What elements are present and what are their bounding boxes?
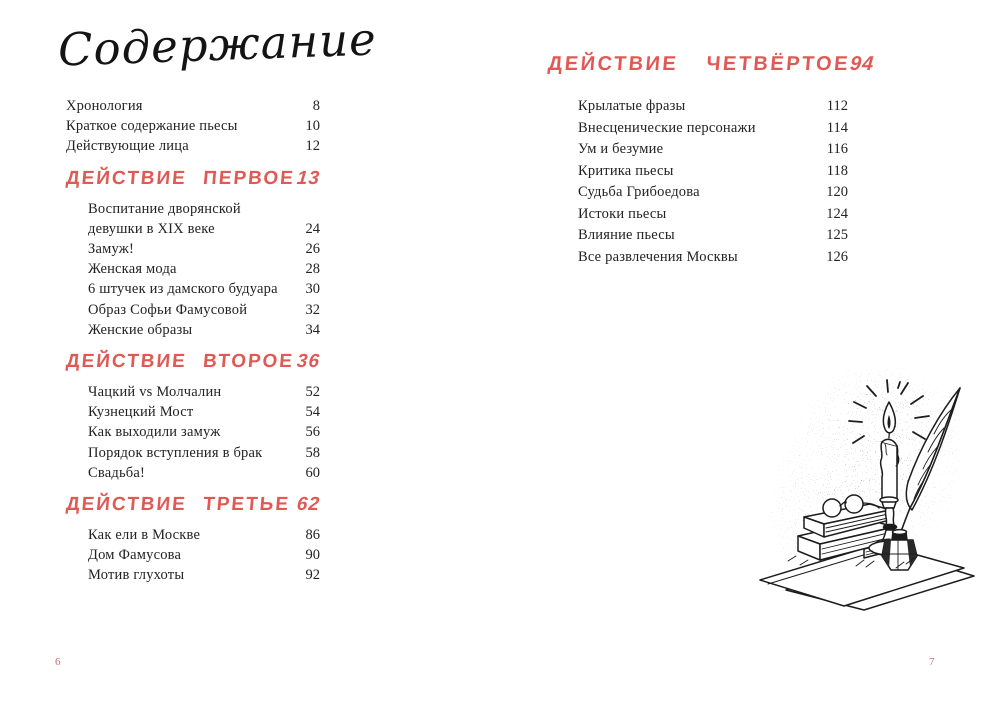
toc-entry-label: Женские образы [88, 321, 193, 338]
toc-entry-page: 118 [826, 162, 848, 179]
toc-entry-page: 28 [305, 261, 320, 278]
toc-entry [66, 382, 320, 402]
toc-entry-label: 6 штучек из дамского будуара [88, 281, 278, 298]
section-page: 62 [295, 494, 321, 516]
contents-title: Содержание [57, 12, 378, 77]
toc-entry [66, 300, 320, 320]
toc-entry-label: Чацкий vs Молчалин [88, 384, 222, 401]
toc-entry-label: Судьба Грибоедова [578, 184, 700, 200]
toc-entry-page: 12 [305, 138, 320, 155]
section-title: ДЕЙСТВИЕ ПЕРВОЕ [65, 167, 296, 189]
toc-entry-label: Хронология [66, 98, 143, 114]
toc-entry [548, 118, 848, 140]
toc-entry-label: Порядок вступления в брак [88, 444, 263, 461]
toc-entry-page: 92 [305, 567, 320, 584]
section-heading-act-3 [65, 493, 321, 517]
toc-entry [66, 402, 320, 422]
toc-entry-page: 90 [305, 547, 320, 564]
toc-entry-page: 114 [826, 119, 848, 136]
toc-entry-label: Критика пьесы [578, 162, 674, 179]
toc-entry-page: 54 [305, 404, 320, 421]
toc-entry [66, 422, 320, 442]
toc-entry [548, 204, 848, 226]
section-heading-act-1 [65, 167, 321, 191]
toc-entry-page: 116 [826, 141, 848, 157]
toc-entry-label: Мотив глухоты [88, 567, 185, 584]
toc-entry-page: 126 [826, 248, 848, 265]
toc-entry [548, 139, 848, 161]
toc-entry-label: девушки в XIX веке [88, 220, 215, 237]
section-title: ДЕЙСТВИЕ ЧЕТВЁРТОЕ [547, 53, 851, 75]
toc-entry-label: Свадьба! [88, 464, 145, 481]
candle-quill-inkwell-books-illustration [752, 358, 980, 612]
section-page: 36 [295, 351, 321, 373]
toc-entry-page: 58 [305, 444, 320, 461]
toc-entry [66, 320, 320, 340]
toc-entry-page: 124 [826, 205, 848, 222]
toc-entry-label: Крылатые фразы [578, 98, 686, 114]
toc-entry-label: Как выходили замуж [88, 424, 221, 441]
toc-entry-page: 56 [305, 424, 320, 441]
toc-entry [66, 259, 320, 279]
toc-entry-label: Воспитание дворянской [88, 200, 241, 217]
section-page: 13 [295, 167, 321, 189]
toc-entry [548, 96, 848, 118]
toc-entry-label: Действующие лица [66, 138, 189, 155]
section-page: 94 [849, 53, 876, 75]
toc-entry [66, 463, 320, 483]
toc-entry [66, 565, 320, 585]
toc-entry-page: 125 [826, 227, 848, 243]
section-heading-act-2 [65, 350, 321, 374]
toc-entry [66, 279, 320, 299]
toc-entry-label: Образ Софьи Фамусовой [88, 301, 248, 318]
toc-entry-label: Влияние пьесы [578, 227, 675, 243]
page-number-right: 7 [929, 656, 935, 668]
toc-entry [66, 199, 320, 239]
toc-entry [66, 96, 320, 116]
toc-entry-label: Кузнецкий Мост [88, 404, 194, 421]
toc-entry [66, 443, 320, 463]
toc-entry-page: 86 [305, 527, 320, 544]
toc-entry [66, 239, 320, 259]
toc-entry-label: Как ели в Москве [88, 527, 201, 544]
toc-entry-page: 32 [305, 301, 320, 318]
toc-entry [548, 247, 848, 269]
toc-entry-label: Женская мода [88, 261, 177, 278]
toc-entry-page: 60 [305, 464, 320, 481]
toc-entry-label: Внесценические персонажи [578, 119, 756, 136]
toc-entry [548, 225, 848, 247]
toc-left-column [66, 96, 320, 586]
toc-entry-label: Истоки пьесы [578, 205, 667, 222]
toc-entry-page: 120 [826, 184, 848, 200]
toc-entry-page: 34 [305, 321, 320, 338]
toc-right-column [547, 52, 876, 268]
page-number-left: 6 [55, 656, 61, 668]
toc-entry [548, 182, 848, 204]
toc-entry [66, 525, 320, 545]
toc-entry-page: 10 [305, 118, 320, 135]
toc-entry [66, 116, 320, 136]
toc-entry-label: Замуж! [88, 241, 134, 258]
toc-entry-label: Дом Фамусова [88, 547, 182, 564]
section-title: ДЕЙСТВИЕ ТРЕТЬЕ [65, 494, 291, 516]
toc-entry-page: 30 [305, 281, 320, 298]
toc-entry [66, 545, 320, 565]
toc-entry-label: Все развлечения Москвы [578, 248, 738, 265]
toc-entry [548, 161, 848, 183]
toc-entry-label: Ум и безумие [578, 141, 664, 157]
section-title: ДЕЙСТВИЕ ВТОРОЕ [65, 351, 295, 373]
section-heading-act-4 [547, 52, 876, 76]
toc-entry-page: 112 [826, 98, 848, 114]
toc-entry-page: 24 [305, 220, 320, 237]
toc-entry-page: 8 [312, 98, 320, 114]
toc-entry [66, 136, 320, 156]
toc-entry-page: 52 [305, 384, 320, 401]
toc-entry-label: Краткое содержание пьесы [66, 118, 238, 135]
toc-entry-page: 26 [305, 241, 320, 258]
